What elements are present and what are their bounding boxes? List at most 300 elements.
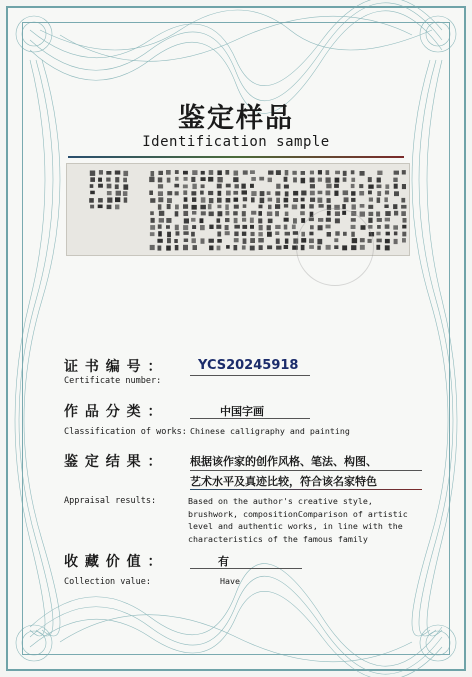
calligraphy-stroke	[377, 198, 381, 203]
calligraphy-stroke	[258, 218, 262, 223]
calligraphy-stroke	[301, 204, 305, 209]
calligraphy-stroke	[115, 177, 119, 182]
calligraphy-stroke	[106, 171, 111, 175]
calligraphy-stroke	[167, 198, 172, 203]
calligraphy-stroke	[159, 218, 164, 223]
calligraphy-stroke	[242, 218, 246, 222]
calligraphy-stroke	[90, 177, 95, 182]
calligraphy-stroke	[403, 218, 407, 223]
calligraphy-stroke	[183, 225, 188, 230]
appraisal-value-en	[188, 495, 408, 545]
calligraphy-stroke	[292, 205, 297, 210]
calligraphy-stroke	[184, 197, 188, 202]
calligraphy-stroke	[318, 191, 323, 195]
calligraphy-stroke	[260, 191, 265, 196]
calligraphy-stroke	[175, 211, 179, 216]
calligraphy-stroke	[250, 170, 255, 174]
calligraphy-stroke	[300, 211, 305, 215]
calligraphy-stroke	[376, 232, 380, 236]
calligraphy-stroke	[351, 184, 355, 188]
calligraphy-stroke	[243, 204, 247, 208]
calligraphy-stroke	[402, 184, 406, 189]
calligraphy-stroke	[285, 191, 289, 196]
calligraphy-stroke	[243, 197, 247, 201]
calligraphy-stroke	[217, 170, 222, 175]
calligraphy-stroke	[368, 177, 372, 182]
calligraphy-stroke	[201, 171, 205, 175]
calligraphy-stroke	[158, 171, 163, 175]
calligraphy-stroke	[209, 212, 214, 217]
calligraphy-stroke	[166, 246, 171, 251]
calligraphy-stroke	[174, 184, 179, 188]
calligraphy-stroke	[98, 178, 102, 182]
calligraphy-stroke	[251, 191, 256, 196]
calligraphy-stroke	[293, 218, 297, 223]
calligraphy-stroke	[384, 205, 388, 209]
calligraphy-stroke	[360, 204, 365, 208]
calligraphy-stroke	[157, 239, 162, 243]
calligraphy-stroke	[275, 225, 280, 229]
calligraphy-stroke	[217, 246, 221, 251]
calligraphy-stroke	[343, 171, 347, 176]
calligraphy-stroke	[226, 245, 230, 249]
calligraphy-stroke	[225, 225, 229, 230]
calligraphy-stroke	[385, 239, 390, 243]
certificate-underline	[190, 375, 310, 376]
calligraphy-stroke	[225, 231, 230, 235]
calligraphy-stroke	[268, 198, 273, 202]
calligraphy-stroke	[200, 218, 204, 223]
calligraphy-stroke	[327, 198, 331, 203]
calligraphy-stroke	[98, 198, 103, 202]
calligraphy-stroke	[376, 245, 380, 250]
calligraphy-stroke	[192, 211, 196, 215]
calligraphy-stroke	[235, 184, 239, 188]
calligraphy-stroke	[183, 245, 188, 250]
calligraphy-stroke	[150, 198, 155, 203]
calligraphy-stroke	[284, 225, 288, 230]
calligraphy-stroke	[385, 211, 390, 216]
calligraphy-stroke	[368, 191, 372, 195]
calligraphy-stroke	[268, 178, 272, 183]
calligraphy-stroke	[200, 205, 206, 210]
calligraphy-stroke	[251, 232, 255, 236]
calligraphy-stroke	[401, 211, 406, 216]
calligraphy-stroke	[217, 177, 222, 182]
calligraphy-stroke	[360, 212, 365, 217]
calligraphy-stroke	[242, 232, 246, 236]
calligraphy-stroke	[158, 231, 162, 236]
calligraphy-stroke	[258, 238, 264, 243]
calligraphy-stroke	[174, 239, 178, 243]
calligraphy-stroke	[292, 225, 296, 230]
calligraphy-stroke	[394, 232, 398, 236]
title-divider	[68, 156, 404, 158]
calligraphy-stroke	[226, 198, 231, 203]
calligraphy-stroke	[310, 184, 315, 188]
calligraphy-stroke	[175, 245, 179, 250]
calligraphy-stroke	[401, 198, 405, 203]
calligraphy-stroke	[209, 198, 214, 203]
calligraphy-stroke	[310, 171, 314, 175]
calligraphy-stroke	[200, 225, 205, 230]
calligraphy-stroke	[275, 211, 279, 216]
calligraphy-stroke	[192, 197, 196, 202]
calligraphy-stroke	[402, 170, 406, 174]
calligraphy-stroke	[209, 246, 213, 251]
appraisal-label-cn: 鉴 定 结 果 ：	[64, 454, 163, 470]
calligraphy-stroke	[242, 225, 247, 229]
calligraphy-stroke	[326, 184, 331, 189]
calligraphy-stroke	[359, 191, 364, 196]
calligraphy-stroke	[99, 170, 103, 175]
calligraphy-stroke	[377, 191, 381, 196]
calligraphy-stroke	[402, 238, 406, 242]
classification-underline	[190, 418, 310, 419]
calligraphy-stroke	[159, 211, 164, 216]
calligraphy-stroke	[234, 232, 238, 237]
calligraphy-stroke	[107, 198, 112, 203]
calligraphy-stroke	[402, 225, 406, 229]
calligraphy-stroke	[401, 205, 406, 209]
calligraphy-stroke	[98, 205, 103, 209]
calligraphy-stroke	[192, 225, 196, 229]
calligraphy-stroke	[293, 177, 297, 182]
calligraphy-stroke	[386, 232, 390, 236]
calligraphy-stroke	[351, 178, 355, 182]
calligraphy-stroke	[175, 191, 179, 195]
appraisal-en-line: brushwork, compositionComparison of artistic	[188, 508, 408, 519]
calligraphy-stroke	[326, 191, 331, 196]
calligraphy-stroke	[150, 245, 155, 250]
calligraphy-stroke	[149, 191, 153, 196]
calligraphy-stroke	[183, 204, 188, 209]
calligraphy-stroke	[310, 198, 315, 202]
calligraphy-stroke	[351, 198, 355, 202]
calligraphy-stroke	[394, 184, 398, 189]
calligraphy-stroke	[183, 190, 187, 195]
calligraphy-stroke	[335, 178, 340, 183]
calligraphy-stroke	[267, 212, 272, 217]
calligraphy-stroke	[217, 205, 221, 209]
calligraphy-stroke	[90, 171, 95, 176]
calligraphy-stroke	[183, 231, 188, 235]
calligraphy-stroke	[158, 177, 163, 182]
calligraphy-stroke	[216, 225, 221, 229]
calligraphy-stroke	[377, 185, 382, 189]
calligraphy-stroke	[394, 239, 398, 244]
classification-label-en: Classification of works:	[64, 427, 187, 437]
calligraphy-stroke	[335, 171, 340, 175]
calligraphy-stroke	[285, 170, 289, 175]
calligraphy-stroke	[250, 225, 254, 229]
calligraphy-stroke	[268, 219, 273, 224]
calligraphy-stroke	[326, 170, 330, 175]
calligraphy-stroke	[276, 184, 280, 189]
calligraphy-stroke	[209, 170, 214, 175]
calligraphy-stroke	[368, 205, 373, 209]
calligraphy-stroke	[116, 191, 121, 196]
calligraphy-stroke	[377, 171, 382, 175]
calligraphy-stroke	[167, 178, 171, 183]
calligraphy-stroke	[293, 198, 298, 202]
calligraphy-stroke	[123, 184, 128, 189]
calligraphy-stroke	[260, 198, 265, 203]
calligraphy-stroke	[334, 184, 339, 188]
calligraphy-stroke	[268, 171, 273, 175]
calligraphy-stroke	[192, 184, 196, 189]
calligraphy-stroke	[166, 225, 170, 229]
calligraphy-stroke	[233, 211, 238, 215]
calligraphy-stroke	[258, 211, 262, 216]
calligraphy-stroke	[234, 245, 238, 250]
calligraphy-stroke	[106, 178, 110, 182]
calligraphy-stroke	[377, 225, 381, 229]
calligraphy-stroke	[107, 191, 112, 195]
calligraphy-stroke	[318, 170, 322, 174]
calligraphy-stroke	[217, 239, 222, 243]
calligraphy-stroke	[225, 204, 229, 210]
calligraphy-stroke	[192, 170, 197, 175]
calligraphy-stroke	[259, 245, 263, 250]
calligraphy-stroke	[343, 190, 349, 195]
collection-label-en: Collection value:	[64, 577, 151, 587]
calligraphy-stroke	[217, 232, 221, 237]
calligraphy-stroke	[225, 218, 230, 222]
certificate-number: YCS20245918	[198, 358, 299, 373]
collection-label-cn: 收 藏 价 值 ：	[64, 554, 163, 570]
calligraphy-stroke	[184, 177, 188, 181]
calligraphy-stroke	[267, 245, 272, 249]
calligraphy-stroke	[191, 191, 196, 195]
calligraphy-stroke	[124, 197, 128, 202]
calligraphy-stroke	[225, 211, 229, 216]
calligraphy-stroke	[208, 191, 213, 195]
calligraphy-stroke	[225, 170, 229, 175]
calligraphy-stroke	[175, 225, 179, 231]
calligraphy-stroke	[243, 170, 248, 174]
seal-stamp	[296, 208, 374, 286]
calligraphy-stroke	[191, 232, 195, 237]
calligraphy-stroke	[123, 171, 128, 176]
calligraphy-stroke	[151, 218, 155, 223]
calligraphy-stroke	[284, 177, 288, 182]
calligraphy-stroke	[284, 218, 289, 222]
classification-value-cn: 中国字画	[220, 405, 264, 418]
calligraphy-stroke	[123, 178, 127, 183]
calligraphy-stroke	[233, 191, 238, 195]
calligraphy-stroke	[369, 212, 374, 216]
calligraphy-stroke	[167, 191, 172, 195]
calligraphy-stroke	[242, 245, 246, 249]
calligraphy-stroke	[258, 232, 262, 236]
calligraphy-stroke	[90, 205, 94, 209]
calligraphy-stroke	[310, 191, 315, 196]
calligraphy-stroke	[385, 184, 389, 189]
collection-underline	[190, 568, 302, 569]
calligraphy-stroke	[226, 191, 231, 196]
calligraphy-stroke	[201, 211, 206, 215]
calligraphy-stroke	[259, 225, 263, 230]
calligraphy-stroke	[284, 185, 289, 189]
calligraphy-stroke	[242, 211, 246, 216]
calligraphy-stroke	[234, 205, 239, 209]
calligraphy-stroke	[217, 198, 222, 203]
calligraphy-stroke	[151, 171, 155, 176]
calligraphy-stroke	[285, 232, 290, 236]
appraisal-value-cn	[190, 452, 430, 492]
calligraphy-stroke	[293, 191, 298, 196]
calligraphy-stroke	[208, 204, 212, 209]
calligraphy-stroke	[184, 239, 188, 243]
calligraphy-stroke	[234, 198, 239, 202]
calligraphy-stroke	[107, 205, 112, 209]
calligraphy-stroke	[368, 218, 372, 223]
calligraphy-stroke	[208, 177, 213, 182]
calligraphy-stroke	[98, 184, 103, 188]
calligraphy-stroke	[209, 239, 214, 243]
calligraphy-stroke	[267, 232, 272, 237]
calligraphy-stroke	[301, 191, 306, 196]
calligraphy-stroke	[218, 191, 222, 196]
calligraphy-stroke	[359, 184, 363, 188]
calligraphy-stroke	[167, 204, 171, 209]
calligraphy-stroke	[259, 177, 264, 181]
calligraphy-stroke	[115, 171, 121, 175]
certificate-label-en: Certificate number:	[64, 376, 162, 386]
calligraphy-stroke	[242, 190, 248, 194]
calligraphy-stroke	[158, 184, 163, 188]
calligraphy-stroke	[158, 224, 162, 228]
calligraphy-stroke	[166, 170, 171, 175]
calligraphy-stroke	[175, 170, 179, 174]
calligraphy-stroke	[107, 184, 112, 189]
calligraphy-stroke	[319, 204, 324, 208]
calligraphy-stroke	[301, 178, 306, 184]
calligraphy-stroke	[275, 231, 279, 235]
calligraphy-stroke	[234, 238, 239, 242]
calligraphy-stroke	[226, 184, 231, 188]
calligraphy-stroke	[166, 218, 171, 223]
appraisal-cn-line-2: 艺术水平及真迹比较，符合该名家特色	[190, 475, 377, 488]
calligraphy-stroke	[209, 225, 213, 229]
calligraphy-stroke	[268, 205, 272, 210]
calligraphy-stroke	[90, 191, 95, 195]
calligraphy-stroke	[326, 177, 331, 182]
calligraphy-stroke	[285, 239, 289, 244]
calligraphy-stroke	[167, 238, 171, 243]
calligraphy-stroke	[385, 245, 390, 250]
calligraphy-stroke	[275, 204, 280, 209]
calligraphy-stroke	[385, 224, 390, 228]
calligraphy-stroke	[377, 239, 382, 243]
calligraphy-stroke	[233, 177, 238, 182]
calligraphy-stroke	[243, 238, 247, 244]
calligraphy-stroke	[234, 171, 239, 176]
collection-value-cn: 有	[218, 555, 229, 568]
calligraphy-stroke	[284, 245, 289, 249]
calligraphy-stroke	[393, 225, 398, 229]
calligraphy-stroke	[183, 185, 188, 189]
calligraphy-stroke	[149, 177, 154, 182]
calligraphy-stroke	[368, 185, 373, 189]
calligraphy-stroke	[352, 204, 356, 209]
title-english: Identification sample	[142, 134, 330, 150]
calligraphy-stroke	[201, 177, 206, 181]
calligraphy-stroke	[360, 171, 365, 176]
calligraphy-stroke	[369, 198, 373, 202]
certificate-label-cn: 证 书 编 号 ：	[64, 359, 163, 375]
classification-value-en: Chinese calligraphy and painting	[190, 426, 350, 436]
calligraphy-stroke	[184, 218, 189, 223]
calligraphy-stroke	[292, 171, 296, 175]
calligraphy-stroke	[276, 198, 280, 203]
calligraphy-stroke	[90, 184, 94, 188]
calligraphy-stroke	[385, 218, 390, 222]
calligraphy-stroke	[175, 205, 179, 210]
calligraphy-stroke	[284, 198, 289, 203]
collection-value-en: Have	[220, 576, 240, 586]
calligraphy-stroke	[301, 198, 305, 202]
calligraphy-stroke	[344, 197, 349, 202]
appraisal-en-line: level and authentic works, in line with the	[188, 521, 403, 531]
calligraphy-stroke	[200, 191, 204, 195]
calligraphy-stroke	[275, 191, 280, 195]
calligraphy-stroke	[201, 184, 205, 188]
calligraphy-stroke	[191, 218, 195, 222]
calligraphy-stroke	[309, 204, 314, 208]
calligraphy-stroke	[276, 246, 281, 250]
calligraphy-stroke	[158, 191, 163, 196]
calligraphy-stroke	[218, 211, 223, 216]
calligraphy-stroke	[150, 232, 155, 236]
calligraphy-stroke	[334, 191, 338, 196]
calligraphy-stroke	[267, 191, 271, 195]
appraisal-cn-line-1: 根据该作家的创作风格、笔法、构图、	[190, 455, 377, 468]
calligraphy-stroke	[285, 212, 289, 216]
appraisal-en-line: characteristics of the famous family	[188, 533, 368, 544]
calligraphy-stroke	[193, 245, 198, 250]
calligraphy-stroke	[351, 191, 355, 196]
calligraphy-stroke	[310, 178, 315, 183]
calligraphy-stroke	[234, 218, 238, 223]
calligraphy-stroke	[394, 171, 399, 175]
appraisal-en-line: Based on the author's creative style,	[188, 496, 373, 506]
calligraphy-stroke	[115, 197, 120, 202]
calligraphy-stroke	[176, 231, 180, 235]
calligraphy-stroke	[393, 178, 397, 182]
calligraphy-stroke	[115, 184, 119, 189]
calligraphy-stroke	[192, 205, 197, 210]
calligraphy-stroke	[402, 232, 406, 237]
calligraphy-stroke	[250, 184, 254, 188]
calligraphy-stroke	[158, 204, 162, 209]
calligraphy-stroke	[318, 178, 322, 182]
appraisal-underline-1	[190, 470, 422, 471]
calligraphy-stroke	[284, 204, 288, 208]
calligraphy-stroke	[394, 191, 399, 196]
classification-label-cn: 作 品 分 类 ：	[64, 404, 163, 420]
calligraphy-stroke	[115, 205, 119, 210]
calligraphy-stroke	[351, 170, 355, 174]
calligraphy-stroke	[250, 218, 254, 223]
calligraphy-stroke	[377, 218, 382, 222]
calligraphy-stroke	[376, 212, 380, 217]
calligraphy-stroke	[250, 246, 255, 251]
calligraphy-stroke	[318, 198, 323, 203]
calligraphy-stroke	[394, 211, 398, 216]
calligraphy-stroke	[267, 225, 271, 230]
